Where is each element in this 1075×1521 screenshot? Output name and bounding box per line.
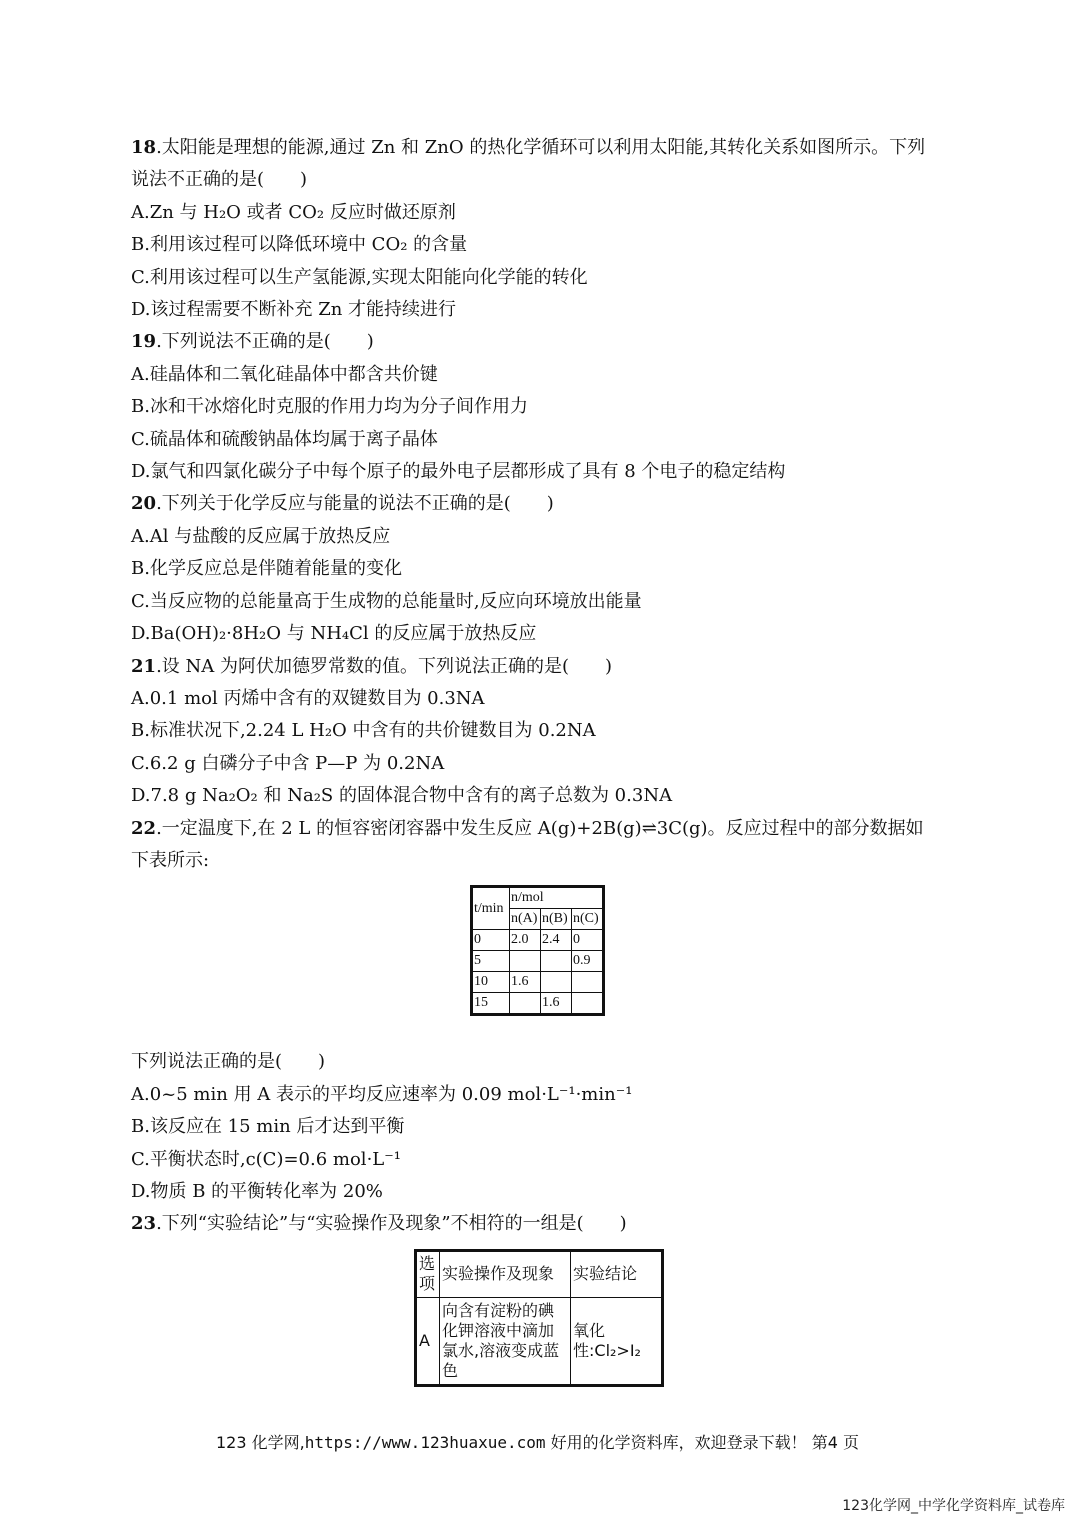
table-row xyxy=(416,1297,663,1385)
q22-subheader-a: n(A) xyxy=(510,909,541,930)
q20-option-b: B.化学反应总是伴随着能量的变化 xyxy=(131,558,402,580)
q20-stem-text: .下列关于化学反应与能量的说法不正确的是( ) xyxy=(156,493,554,515)
table-cell: 向含有淀粉的碘化钾溶液中滴加氯水,溶液变成蓝色 xyxy=(440,1297,571,1385)
q21-option-d: D.7.8 g Na₂O₂ 和 Na₂S 的固体混合物中含有的离子总数为 0.3NA xyxy=(131,785,673,807)
table-cell: 1.6 xyxy=(510,972,541,993)
table-cell xyxy=(541,972,572,993)
q21-stem xyxy=(131,651,941,683)
q23-table xyxy=(414,1249,664,1387)
table-cell: 0 xyxy=(572,930,604,951)
q18-stem-line2: 说法不正确的是( ) xyxy=(131,169,308,191)
page-footer xyxy=(0,1430,1075,1453)
q20-number: 20 xyxy=(131,493,157,515)
q18-option-a: A.Zn 与 H₂O 或者 CO₂ 反应时做还原剂 xyxy=(131,201,456,223)
q20-option-c: C.当反应物的总能量高于生成物的总能量时,反应向环境放出能量 xyxy=(131,590,642,612)
footer-slogan: 好用的化学资料库，欢迎登录下载！ 第4 页 xyxy=(545,1433,859,1452)
q21-option-b: B.标准状况下,2.24 L H₂O 中含有的共价键数目为 0.2NA xyxy=(131,720,596,742)
q23-header-operation: 实验操作及现象 xyxy=(440,1250,571,1297)
q22-stem-line2: 下表所示: xyxy=(131,849,210,871)
q21-stem-text: .设 NA 为阿伏加德罗常数的值。下列说法正确的是( ) xyxy=(156,655,613,677)
q19-option-a: A.硅晶体和二氧化硅晶体中都含共价键 xyxy=(131,363,438,385)
table-cell: 2.4 xyxy=(541,930,572,951)
q18-stem-line1 xyxy=(131,132,941,164)
q21-option-a: A.0.1 mol 丙烯中含有的双键数目为 0.3NA xyxy=(131,687,485,709)
q21-option-c: C.6.2 g 白磷分子中含 P—P 为 0.2NA xyxy=(131,752,445,774)
q22-col-time-header: t/min xyxy=(472,887,510,930)
q20-option-d: D.Ba(OH)₂·8H₂O 与 NH₄Cl 的反应属于放热反应 xyxy=(131,623,537,645)
q20-stem xyxy=(131,488,941,520)
q22-number: 22 xyxy=(131,817,157,839)
q19-option-c: C.硫晶体和硫酸钠晶体均属于离子晶体 xyxy=(131,428,438,450)
q22-option-c: C.平衡状态时,c(C)=0.6 mol·L⁻¹ xyxy=(131,1148,401,1170)
table-cell xyxy=(510,951,541,972)
q22-prompt: 下列说法正确的是( ) xyxy=(131,1051,326,1073)
q22-subheader-b: n(B) xyxy=(541,909,572,930)
q18-stem-text: .太阳能是理想的能源,通过 Zn 和 ZnO 的热化学循环可以利用太阳能,其转化关系如图所示。下列 xyxy=(156,137,926,158)
table-cell: 0.9 xyxy=(572,951,604,972)
table-cell: 5 xyxy=(472,951,510,972)
q22-option-d: D.物质 B 的平衡转化率为 20% xyxy=(131,1180,383,1202)
table-cell xyxy=(541,951,572,972)
table-cell: 10 xyxy=(472,972,510,993)
q21-number: 21 xyxy=(131,655,157,677)
table-cell xyxy=(572,972,604,993)
table-cell: 15 xyxy=(472,993,510,1015)
table-cell: 0 xyxy=(472,930,510,951)
footer-site: 123 化学网, xyxy=(216,1433,305,1452)
watermark-text: 123化学网_中学化学资料库_试卷库 xyxy=(842,1498,1065,1514)
table-row xyxy=(472,930,604,951)
q22-data-table-wrap xyxy=(470,885,608,1016)
table-cell xyxy=(510,993,541,1015)
q23-stem xyxy=(131,1208,941,1240)
footer-url-link[interactable]: https://www.123huaxue.com xyxy=(304,1433,546,1452)
q18-option-d: D.该过程需要不断补充 Zn 才能持续进行 xyxy=(131,299,457,321)
q22-option-b: B.该反应在 15 min 后才达到平衡 xyxy=(131,1116,405,1138)
table-cell xyxy=(572,993,604,1015)
table-row xyxy=(472,972,604,993)
table-cell: A xyxy=(416,1297,440,1385)
page-content xyxy=(131,132,941,1387)
table-row xyxy=(472,993,604,1015)
q23-stem-text: .下列“实验结论”与“实验操作及现象”不相符的一组是( ) xyxy=(156,1213,627,1235)
table-cell: 2.0 xyxy=(510,930,541,951)
q22-stem-line1 xyxy=(131,813,941,845)
q19-stem-text: .下列说法不正确的是( ) xyxy=(156,331,374,353)
q23-number: 23 xyxy=(131,1213,157,1235)
table-cell: 氧化性:Cl₂>I₂ xyxy=(571,1297,663,1385)
q18-number: 18 xyxy=(131,137,157,158)
q23-table-wrap xyxy=(414,1249,941,1387)
table-cell: 1.6 xyxy=(541,993,572,1015)
q19-option-d: D.氯气和四氯化碳分子中每个原子的最外电子层都形成了具有 8 个电子的稳定结构 xyxy=(131,461,786,483)
q18-option-b: B.利用该过程可以降低环境中 CO₂ 的含量 xyxy=(131,234,468,256)
q22-stem-text: .一定温度下,在 2 L 的恒容密闭容器中发生反应 A(g)+2B(g)⇌3C(g)。反应过程中的部分数据如 xyxy=(156,817,924,839)
q22-col-amount-header: n/mol xyxy=(510,887,604,909)
q23-header-option: 选项 xyxy=(416,1250,440,1297)
table-row xyxy=(472,951,604,972)
q22-data-table xyxy=(470,885,605,1016)
q23-header-conclusion: 实验结论 xyxy=(571,1250,663,1297)
q20-option-a: A.Al 与盐酸的反应属于放热反应 xyxy=(131,525,391,547)
q19-stem xyxy=(131,326,941,358)
q22-option-a: A.0~5 min 用 A 表示的平均反应速率为 0.09 mol·L⁻¹·min⁻¹ xyxy=(131,1083,633,1105)
q19-option-b: B.冰和干冰熔化时克服的作用力均为分子间作用力 xyxy=(131,396,528,418)
q19-number: 19 xyxy=(131,331,157,353)
q18-option-c: C.利用该过程可以生产氢能源,实现太阳能向化学能的转化 xyxy=(131,266,588,288)
q22-subheader-c: n(C) xyxy=(572,909,604,930)
